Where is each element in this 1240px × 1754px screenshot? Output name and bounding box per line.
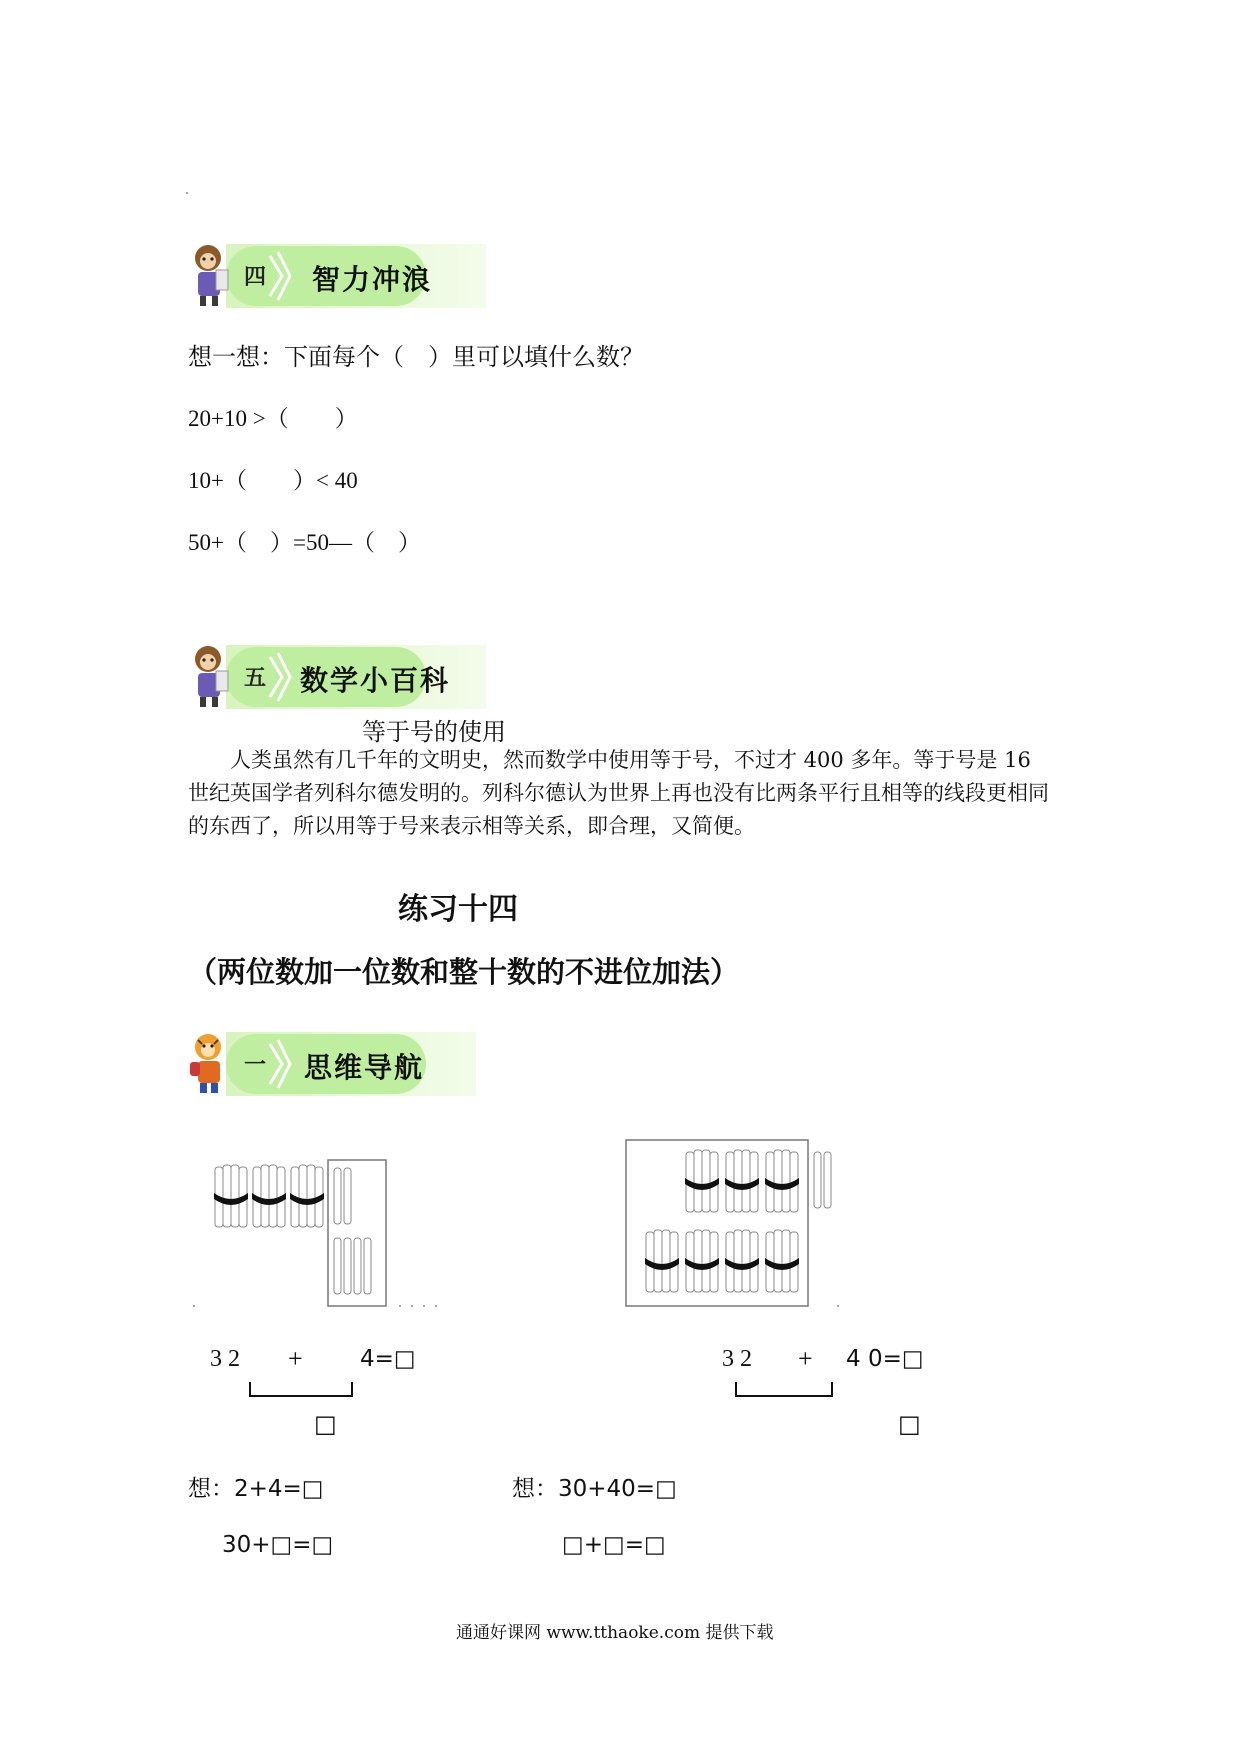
ten-bundle bbox=[765, 1230, 799, 1292]
encyclopedia-paragraph: 人类虽然有几千年的文明史，然而数学中使用等于号，不过才 400 多年。等于号是 16 世纪英国学者列科尔德发明的。列科尔德认为世界上再也没有比两条平行且相等的线段更相同的东西了，所以用等于号来表示相等关系，即合理，又简便。 bbox=[188, 748, 1049, 838]
monkey-mascot-icon bbox=[186, 643, 234, 709]
section-number: 四 bbox=[244, 264, 267, 290]
left-addend-1: 3 2 bbox=[210, 1346, 240, 1372]
section-title: 思维导航 bbox=[304, 1051, 425, 1084]
right-think-line-2: □+□=□ bbox=[562, 1532, 666, 1558]
left-result-box: □ bbox=[314, 1410, 337, 1438]
left-think-line-2: 30+□=□ bbox=[222, 1532, 334, 1558]
single-stick bbox=[814, 1152, 821, 1208]
left-bracket bbox=[248, 1380, 354, 1400]
section-banner-four bbox=[186, 244, 486, 308]
single-stick bbox=[344, 1238, 351, 1294]
ten-bundle bbox=[252, 1165, 286, 1227]
think-label: 想： bbox=[188, 1476, 234, 1502]
banner-stripes-icon bbox=[268, 1038, 292, 1090]
left-counting-sticks-figure bbox=[188, 1148, 458, 1308]
single-stick bbox=[824, 1152, 831, 1208]
single-stick bbox=[364, 1238, 371, 1294]
section-title: 数学小百科 bbox=[300, 664, 451, 697]
left-addend-2: 4=□ bbox=[360, 1346, 416, 1372]
think-equation: 30+40=□ bbox=[558, 1476, 677, 1502]
puzzle-line-3: 50+（ ）=50—（ ） bbox=[188, 530, 421, 555]
banner-stripes-icon bbox=[268, 250, 292, 302]
right-addend-1: 3 2 bbox=[722, 1346, 752, 1372]
section-banner-five bbox=[186, 645, 486, 709]
right-bracket bbox=[734, 1380, 834, 1400]
encyclopedia-subtitle: 等于号的使用 bbox=[362, 718, 506, 746]
exercise-title: 练习十四 bbox=[398, 892, 518, 927]
left-operator: + bbox=[288, 1344, 303, 1373]
right-addend-2: 4 0=□ bbox=[846, 1346, 924, 1372]
stray-mark bbox=[186, 192, 188, 194]
right-think-line-1 bbox=[512, 1470, 677, 1503]
single-stick bbox=[334, 1168, 341, 1224]
section-banner-one bbox=[186, 1032, 476, 1096]
tiger-mascot-icon bbox=[186, 1030, 234, 1096]
exercise-subtitle: （两位数加一位数和整十数的不进位加法） bbox=[188, 955, 740, 989]
puzzle-line-1: 20+10 >（ ） bbox=[188, 406, 358, 431]
puzzle-prompt: 想一想：下面每个（ ）里可以填什么数？ bbox=[188, 343, 644, 371]
ten-bundle bbox=[725, 1150, 759, 1212]
banner-stripes-icon bbox=[268, 651, 292, 703]
section-number: 五 bbox=[244, 665, 267, 691]
page-footer: 通通好课网 www.tthaoke.com 提供下载 bbox=[456, 1623, 774, 1643]
think-equation: 2+4=□ bbox=[234, 1476, 324, 1502]
ten-bundle bbox=[685, 1150, 719, 1212]
ten-bundle bbox=[214, 1165, 248, 1227]
monkey-mascot-icon bbox=[186, 242, 234, 308]
think-label: 想： bbox=[512, 1476, 558, 1502]
right-result-box: □ bbox=[898, 1410, 921, 1438]
ten-bundle bbox=[645, 1230, 679, 1292]
left-think-line-1 bbox=[188, 1470, 324, 1503]
section-title: 智力冲浪 bbox=[312, 263, 433, 296]
single-stick bbox=[354, 1238, 361, 1294]
ten-bundle bbox=[765, 1150, 799, 1212]
ten-bundle bbox=[685, 1230, 719, 1292]
section-number: 一 bbox=[244, 1052, 267, 1078]
single-stick bbox=[334, 1238, 341, 1294]
ten-bundle bbox=[725, 1230, 759, 1292]
single-stick bbox=[344, 1168, 351, 1224]
right-operator: + bbox=[798, 1344, 813, 1373]
ten-bundle bbox=[290, 1165, 324, 1227]
right-counting-sticks-figure bbox=[620, 1130, 850, 1312]
puzzle-line-2: 10+（ ）< 40 bbox=[188, 468, 358, 493]
